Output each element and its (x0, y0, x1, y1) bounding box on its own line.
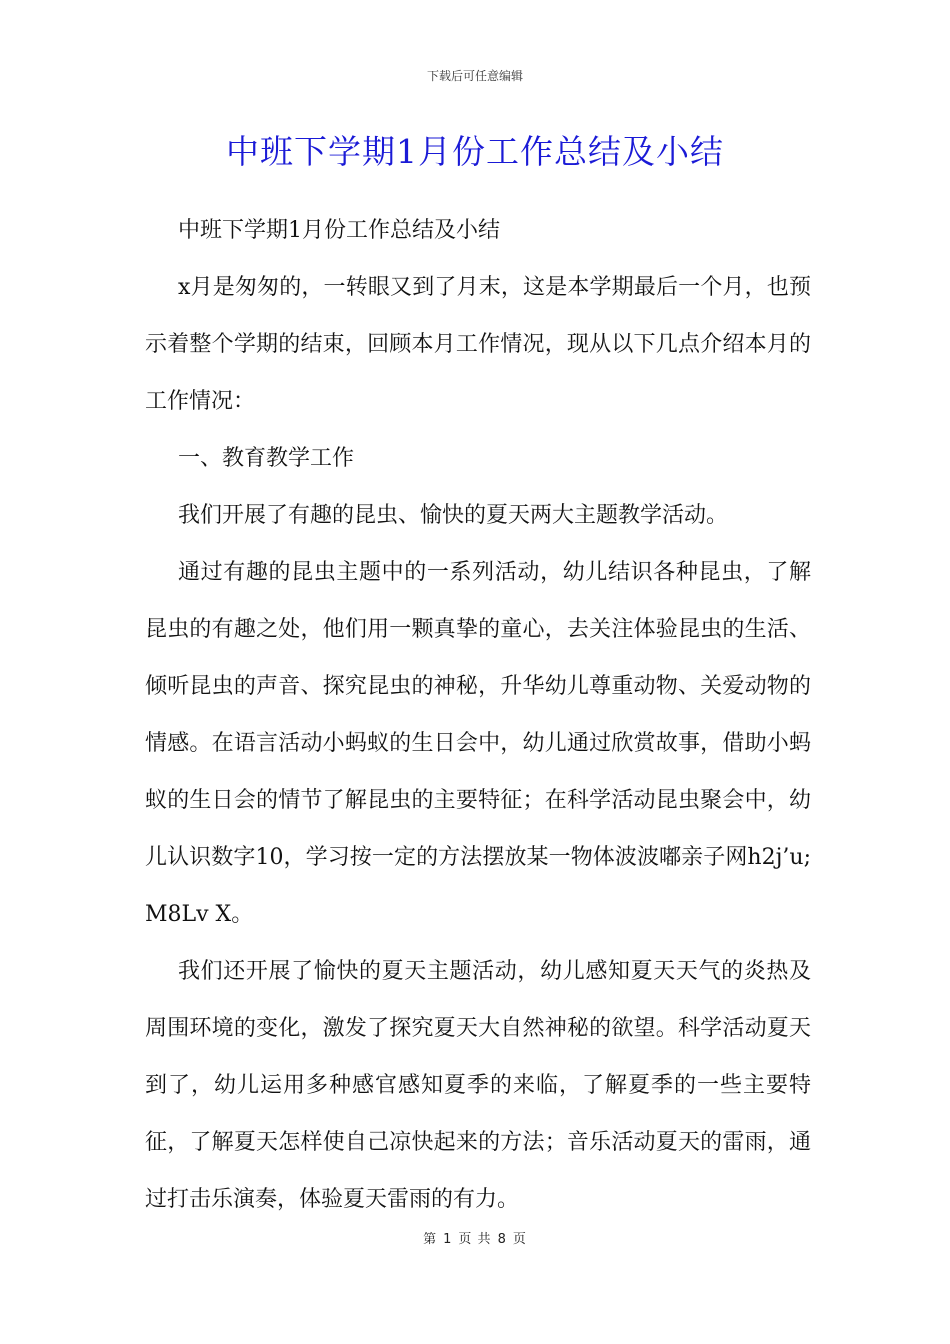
footer-page-number: 1 (443, 1232, 453, 1247)
body-paragraph: 我们还开展了愉快的夏天主题活动，幼儿感知夏天天气的炎热及周围环境的变化，激发了探究夏天大自然神秘的欲望。科学活动夏天到了，幼儿运用多种感官感知夏季的来临，了解夏季的一些主要特征，了解夏天怎样使自己凉快起来的方法；音乐活动夏天的雷雨，通过打击乐演奏，体验夏天雷雨的有力。 (145, 959, 811, 1212)
body-paragraph: 通过有趣的昆虫主题中的一系列活动，幼儿结识各种昆虫，了解昆虫的有趣之处，他们用一颗真挚的童心，去关注体验昆虫的生活、倾听昆虫的声音、探究昆虫的神秘，升华幼儿尊重动物、关爱动物的情感。在语言活动小蚂蚁的生日会中，幼儿通过欣赏故事，借助小蚂蚁的生日会的情节了解昆虫的主要特征；在科学活动昆虫聚会中，幼儿认识数字10，学习按一定的方法摆放某一物体波波嘟亲子网h2j’u;M8Lv X。 (145, 560, 811, 927)
document-body (145, 202, 811, 1228)
page-footer (0, 1228, 950, 1247)
footer-total-pages: 8 (497, 1232, 507, 1247)
body-paragraph: 我们开展了有趣的昆虫、愉快的夏天两大主题教学活动。 (178, 503, 729, 528)
document-title: 中班下学期1月份工作总结及小结 (226, 132, 724, 171)
header-note: 下载后可任意编辑 (426, 69, 523, 83)
footer-prefix: 第 (423, 1232, 438, 1247)
section-heading: 一、教育教学工作 (178, 446, 355, 471)
body-paragraph: 中班下学期1月份工作总结及小结 (178, 218, 500, 243)
body-paragraph: x月是匆匆的，一转眼又到了月末，这是本学期最后一个月，也预示着整个学期的结束，回顾本月工作情况，现从以下几点介绍本月的工作情况： (145, 275, 811, 414)
footer-suffix: 页 (512, 1232, 527, 1247)
footer-middle: 页 共 (458, 1232, 492, 1247)
